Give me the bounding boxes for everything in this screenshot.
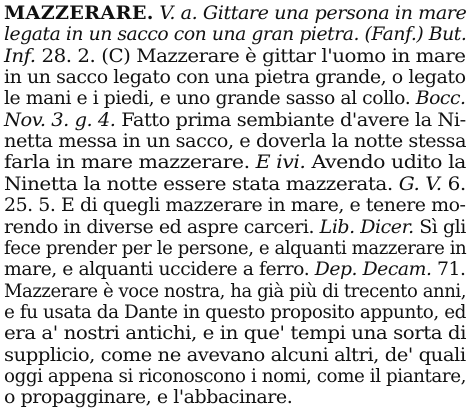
entry-line [4, 217, 466, 237]
text-segment: 71. [431, 258, 466, 281]
entry-line [4, 323, 466, 343]
headword: MAZZERARE. [4, 2, 154, 24]
entry-line [4, 366, 466, 386]
text-segment: Sì gli [413, 215, 466, 238]
entry-line [4, 152, 466, 172]
italic-segment: Lib. Dicer. [319, 215, 414, 238]
text-segment: mare, e alquanti uccidere a ferro. [4, 258, 315, 281]
italic-segment: G. V. [398, 172, 442, 195]
italic-segment: E ivi. [255, 151, 306, 174]
entry-line [4, 67, 466, 87]
text-segment: farla in mare mazzerare. [4, 151, 256, 174]
entry-line [4, 3, 466, 23]
entry-line [4, 46, 466, 66]
italic-segment: legata in un sacco con una gran pietra. (Fanf.) But. [4, 23, 467, 46]
text-segment: Fatto prima sembiante d'avere la Ni- [115, 108, 466, 131]
entry-line [4, 281, 466, 301]
text-segment: fece prender per le persone, e alquanti mazzerare in [4, 236, 467, 259]
text-segment: netta messa in un sacco, e doverla la notte stessa [4, 130, 467, 153]
text-segment: in un sacco legato con una pietra grande, o legato [4, 66, 466, 89]
italic-segment: Nov. 3. g. 4. [4, 108, 116, 131]
entry-line [4, 302, 466, 322]
entry-line [4, 238, 466, 258]
italic-segment: Dep. Decam. [314, 258, 432, 281]
text-segment: le mani e i piedi, e uno grande sasso al collo. [4, 87, 416, 110]
text-segment: Avendo udito la [305, 151, 466, 174]
text-segment: oggi appena si riconoscono i nomi, come il piantare, [4, 364, 466, 387]
entry-line [4, 88, 466, 108]
text-segment: supplicio, come ne avevano alcuni altri, de' quali [4, 343, 466, 366]
text-segment: 28. 2. (C) Mazzerare è gittar l'uomo in mare [35, 44, 466, 67]
entry-line [4, 131, 466, 151]
entry-line [4, 387, 292, 407]
text-segment: era a' nostri antichi, e in que' tempi una sorta di [4, 322, 466, 345]
text-segment: Ninetta la notte essere stata mazzerata. [4, 172, 399, 195]
entry-line [4, 24, 466, 44]
entry-line [4, 259, 466, 279]
text-segment: 6. [441, 172, 466, 195]
text-segment: Mazzerare è voce nostra, ha già più di trecento anni, [4, 279, 467, 302]
text-segment: 25. 5. E di quegli mazzerare in mare, e tenere mo- [4, 194, 466, 217]
dictionary-entry [4, 3, 466, 407]
entry-line [4, 195, 466, 215]
entry-line [4, 174, 466, 194]
italic-segment: V. a. Gittare una persona in mare [153, 2, 467, 24]
entry-line [4, 345, 466, 365]
italic-segment: Bocc. [415, 87, 466, 110]
text-segment: rendo in diverse ed aspre carceri. [4, 215, 320, 238]
italic-segment: Inf. [4, 44, 36, 67]
text-segment: e fu usata da Dante in questo proposito appunto, ed [4, 300, 466, 323]
entry-line [4, 110, 466, 130]
text-segment: o propagginare, e l'abbacinare. [4, 386, 293, 409]
